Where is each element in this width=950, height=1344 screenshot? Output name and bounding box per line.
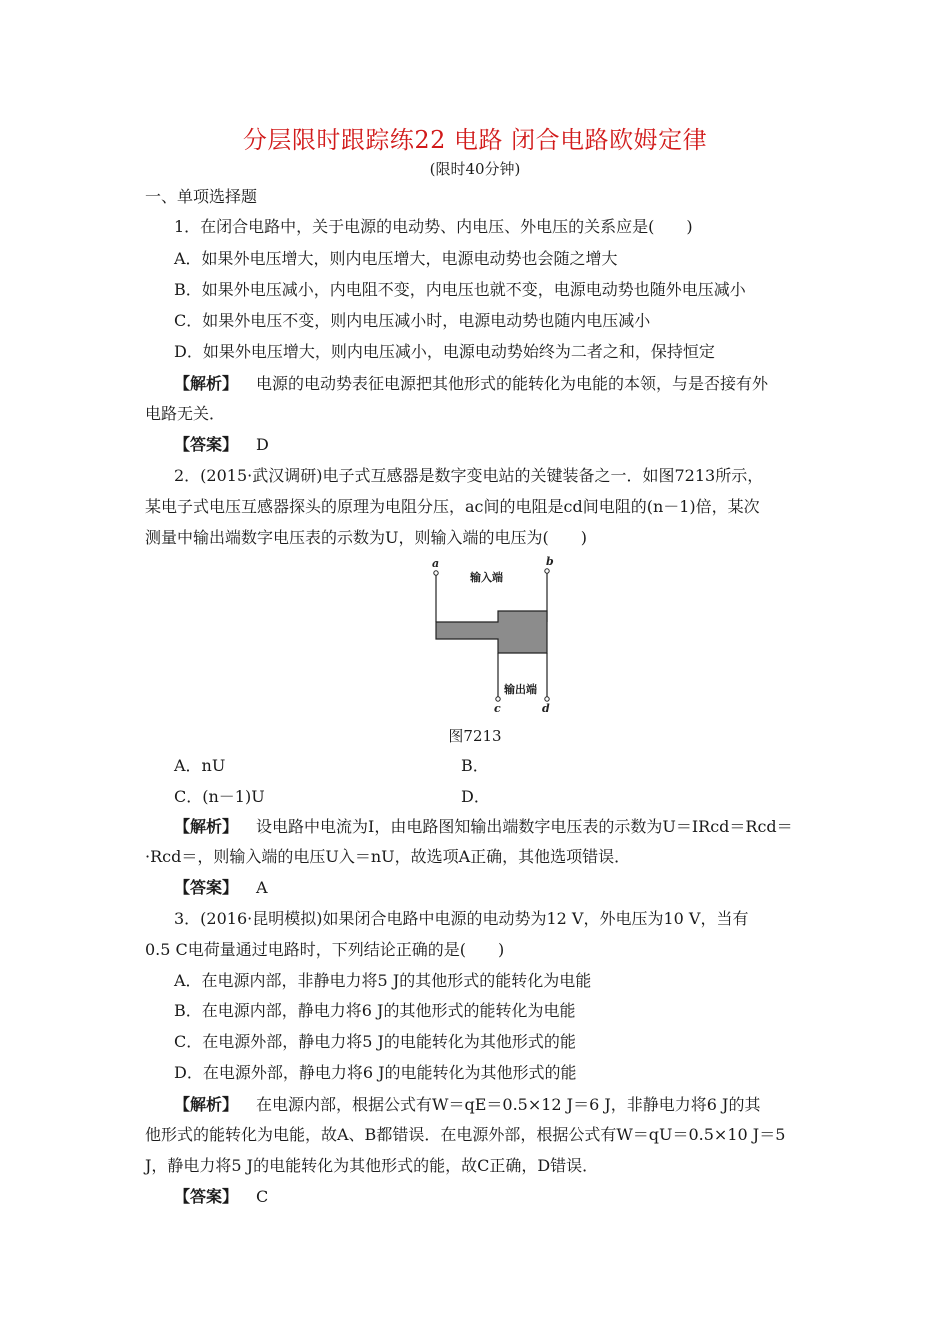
label-d: d [542, 702, 550, 715]
q2-answer-value: A [256, 878, 268, 897]
q1-option-b: B．如果外电压减小，内电阻不变，内电压也就不变，电源电动势也随外电压减小 [174, 280, 746, 299]
terminal-b-dot [545, 569, 549, 573]
q3-analysis-text-1: 在电源内部，根据公式有W＝qE＝0.5×12 J＝6 J，非静电力将6 J的其 [256, 1095, 761, 1114]
q2-stem-1: 2．(2015·武汉调研)电子式互感器是数字变电站的关键装备之一．如图7213所示， [174, 466, 764, 485]
q3-stem-1: 3．(2016·昆明模拟)如果闭合电路中电源的电动势为12 V，外电压为10 V，当有 [174, 909, 749, 928]
terminal-a-dot [434, 571, 438, 575]
q2-answer [174, 877, 839, 899]
q2-analysis-text-1: 设电路中电流为I，由电路图知输出端数字电压表的示数为U＝IRcd＝Rcd＝ [256, 817, 793, 836]
q1-option-c: C．如果外电压不变，则内电压减小时，电源电动势也随内电压减小 [174, 311, 651, 330]
q3-stem-2: 0.5 C电荷量通过电路时，下列结论正确的是( ) [145, 940, 505, 959]
q3-option-b: B．在电源内部，静电力将6 J的其他形式的能转化为电能 [174, 1001, 576, 1020]
q2-analysis [174, 816, 839, 838]
terminal-c-dot [496, 697, 500, 701]
q2-option-c: C．(n－1)U [174, 787, 265, 806]
q2-option-d: D． [461, 787, 490, 806]
q1-analysis [174, 373, 839, 395]
q2-analysis-text-2: ·Rcd＝，则输入端的电压U入＝nU，故选项A正确，其他选项错误． [145, 847, 631, 866]
analysis-tag: 【解析】 [174, 817, 239, 836]
q2-stem-3: 测量中输出端数字电压表的示数为U，则输入端的电压为( ) [145, 528, 587, 547]
voltage-divider-figure [400, 555, 570, 725]
q3-analysis-text-3: J，静电力将5 J的电能转化为其他形式的能，故C正确，D错误． [145, 1156, 599, 1175]
q1-stem: 1．在闭合电路中，关于电源的电动势、内电压、外电压的关系应是( ) [174, 217, 693, 236]
resistor-shape [436, 611, 547, 653]
label-c: c [494, 702, 501, 715]
q2-option-b: B． [461, 756, 489, 775]
terminal-d-dot [545, 697, 549, 701]
section-heading: 一、单项选择题 [145, 187, 258, 206]
answer-tag: 【答案】 [174, 878, 239, 897]
time-limit: (限时40分钟) [429, 160, 521, 178]
q1-analysis-text-2: 电路无关． [145, 404, 226, 423]
figure-caption: 图7213 [448, 727, 502, 745]
q3-option-a: A．在电源内部，非静电力将5 J的其他形式的能转化为电能 [174, 971, 592, 990]
q1-answer-value: D [256, 435, 269, 454]
q1-option-d: D．如果外电压增大，则内电压减小，电源电动势始终为二者之和，保持恒定 [174, 342, 715, 361]
analysis-tag: 【解析】 [174, 1095, 239, 1114]
q2-stem-2: 某电子式电压互感器探头的原理为电阻分压，ac间的电阻是cd间电阻的(n－1)倍，某次 [145, 497, 760, 516]
answer-tag: 【答案】 [174, 435, 239, 454]
q1-analysis-text-1: 电源的电动势表征电源把其他形式的能转化为电能的本领，与是否接有外 [256, 374, 769, 393]
q3-option-c: C．在电源外部，静电力将5 J的电能转化为其他形式的能 [174, 1032, 576, 1051]
q3-option-d: D．在电源外部，静电力将6 J的电能转化为其他形式的能 [174, 1063, 577, 1082]
label-a: a [432, 557, 440, 570]
answer-tag: 【答案】 [174, 1187, 239, 1206]
analysis-tag: 【解析】 [174, 374, 239, 393]
label-b: b [546, 555, 554, 568]
q3-answer-value: C [256, 1187, 269, 1206]
q1-option-a: A．如果外电压增大，则内电压增大，电源电动势也会随之增大 [174, 249, 618, 268]
q2-option-a: A．nU [174, 756, 226, 775]
input-terminal-label: 输入端 [470, 571, 503, 584]
q3-answer [174, 1186, 839, 1208]
output-terminal-label: 输出端 [504, 683, 537, 696]
page-title: 分层限时跟踪练22 电路 闭合电路欧姆定律 [242, 126, 708, 154]
q3-analysis-text-2: 他形式的能转化为电能，故A、B都错误．在电源外部，根据公式有W＝qU＝0.5×10 J＝5 [145, 1125, 786, 1144]
q3-analysis [174, 1094, 839, 1116]
q1-answer [174, 434, 839, 456]
